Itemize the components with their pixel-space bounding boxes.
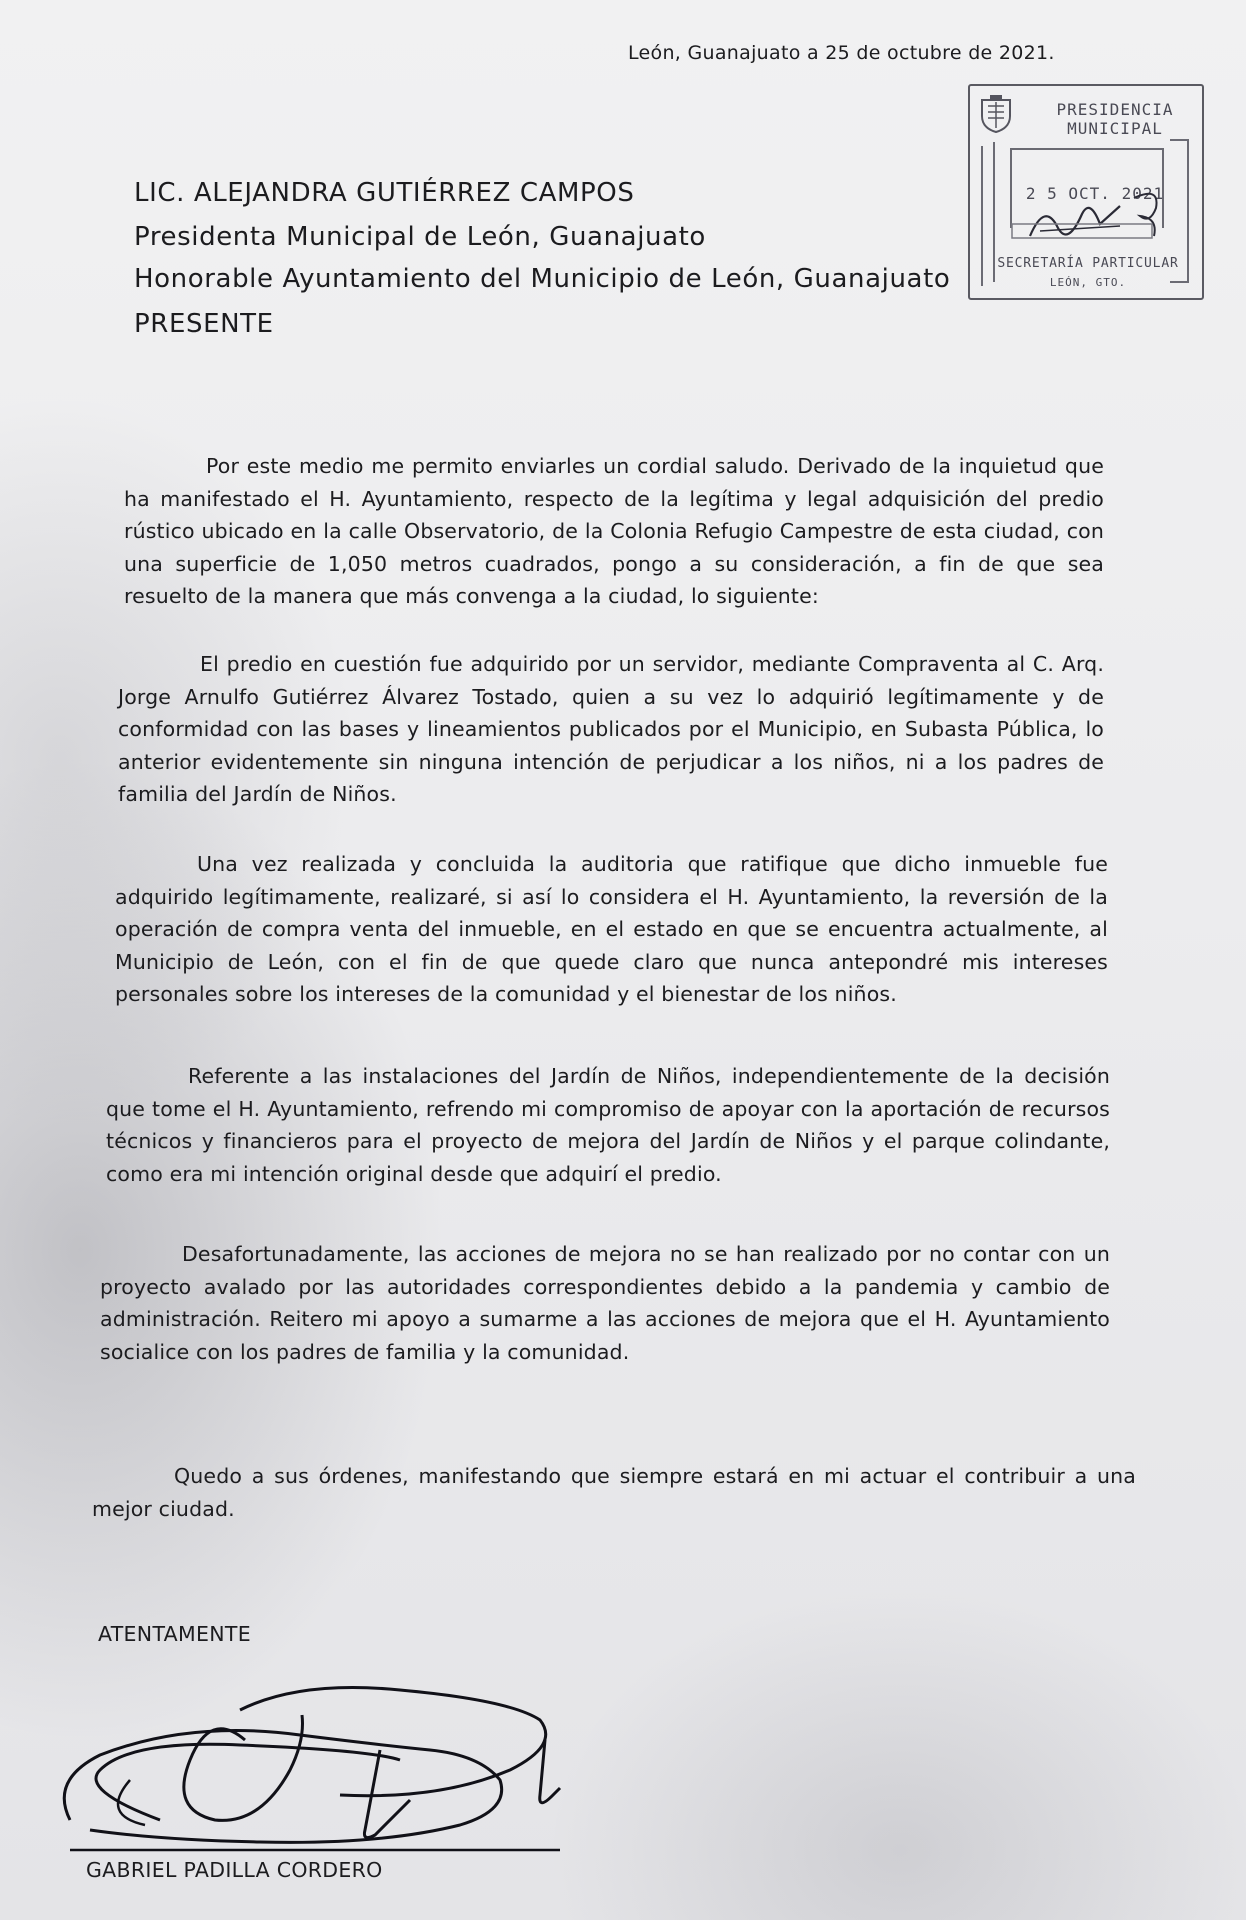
stamp-date: 2 5 OCT. 2021 — [1025, 184, 1165, 203]
paragraph-greeting-text: Por este medio me permito enviarles un cordial saludo. Derivado de la inquietud que ha manifestado el H. Ayuntamiento, respecto de la legítima y legal adquisición del predio rústico ubicado en la calle Observatorio, de la Colonia Refugio Campestre de esta ciudad, con una superficie de 1,050 metros cuadrados, pongo a su consideración, a fin de que sea resuelto de la manera que más convenga a la ciudad, lo siguiente: — [124, 454, 1104, 608]
paragraph-acquisition-text: El predio en cuestión fue adquirido por un servidor, mediante Compraventa al C. Arq. Jorge Arnulfo Gutiérrez Álvarez Tostado, quien a su vez lo adquirió legítimamente y de conformidad con las bases y lineamientos publicados por el Municipio, en Subasta Pública, lo anterior evidentemente sin ninguna intención de perjudicar a los niños, ni a los padres de familia del Jardín de Niños. — [118, 652, 1104, 806]
stamp-city: LEÓN, GTO. — [1049, 276, 1127, 289]
paragraph-kindergarten-text: Referente a las instalaciones del Jardín de Niños, independientemente de la decisión que tome el H. Ayuntamiento, refrendo mi compromiso de apoyar con la aportación de recursos técnicos y financieros para el proyecto de mejora del Jardín de Niños y el parque colindante, como era mi intención original desde que adquirí el predio. — [106, 1064, 1110, 1186]
letter-date: León, Guanajuato a 25 de octubre de 2021. — [628, 42, 1055, 64]
paragraph-farewell-text: Quedo a sus órdenes, manifestando que siempre estará en mi actuar el contribuir a una mejor ciudad. — [92, 1464, 1136, 1521]
closing-atentamente: ATENTAMENTE — [98, 1622, 251, 1646]
paragraph-kindergarten — [106, 1060, 1110, 1190]
addressee-title: Presidenta Municipal de León, Guanajuato — [134, 222, 706, 252]
addressee-name: LIC. ALEJANDRA GUTIÉRREZ CAMPOS — [134, 178, 635, 208]
reception-stamp — [968, 84, 1204, 300]
paragraph-acquisition — [118, 648, 1104, 811]
handwritten-signature — [40, 1620, 600, 1860]
paragraph-improvements — [100, 1238, 1110, 1368]
stamp-title-line-2: MUNICIPAL — [1067, 119, 1163, 138]
paragraph-audit-text: Una vez realizada y concluida la auditoria que ratifique que dicho inmueble fue adquirido legítimamente, realizaré, si así lo considera el H. Ayuntamiento, la reversión de la operación de compra venta del inmueble, en el estado en que se encuentra actualmente, al Municipio de León, con el fin de que quede claro que nunca antepondré mis intereses personales sobre los intereses de la comunidad y el bienestar de los niños. — [115, 852, 1108, 1006]
paragraph-greeting — [124, 450, 1104, 613]
paragraph-audit — [115, 848, 1108, 1011]
addressee-body: Honorable Ayuntamiento del Municipio de León, Guanajuato — [134, 264, 951, 294]
stamp-title-line-1: PRESIDENCIA — [1056, 100, 1174, 119]
paragraph-farewell — [92, 1460, 1136, 1525]
addressee-presente: PRESENTE — [134, 309, 274, 339]
stamp-department: SECRETARÍA PARTICULAR — [997, 256, 1179, 271]
signer-name: GABRIEL PADILLA CORDERO — [86, 1858, 383, 1882]
paragraph-improvements-text: Desafortunadamente, las acciones de mejora no se han realizado por no contar con un proyecto avalado por las autoridades correspondientes debido a la pandemia y cambio de administración. Reitero mi apoyo a sumarme a las acciones de mejora que el H. Ayuntamiento socialice con los padres de familia y la comunidad. — [100, 1242, 1110, 1364]
